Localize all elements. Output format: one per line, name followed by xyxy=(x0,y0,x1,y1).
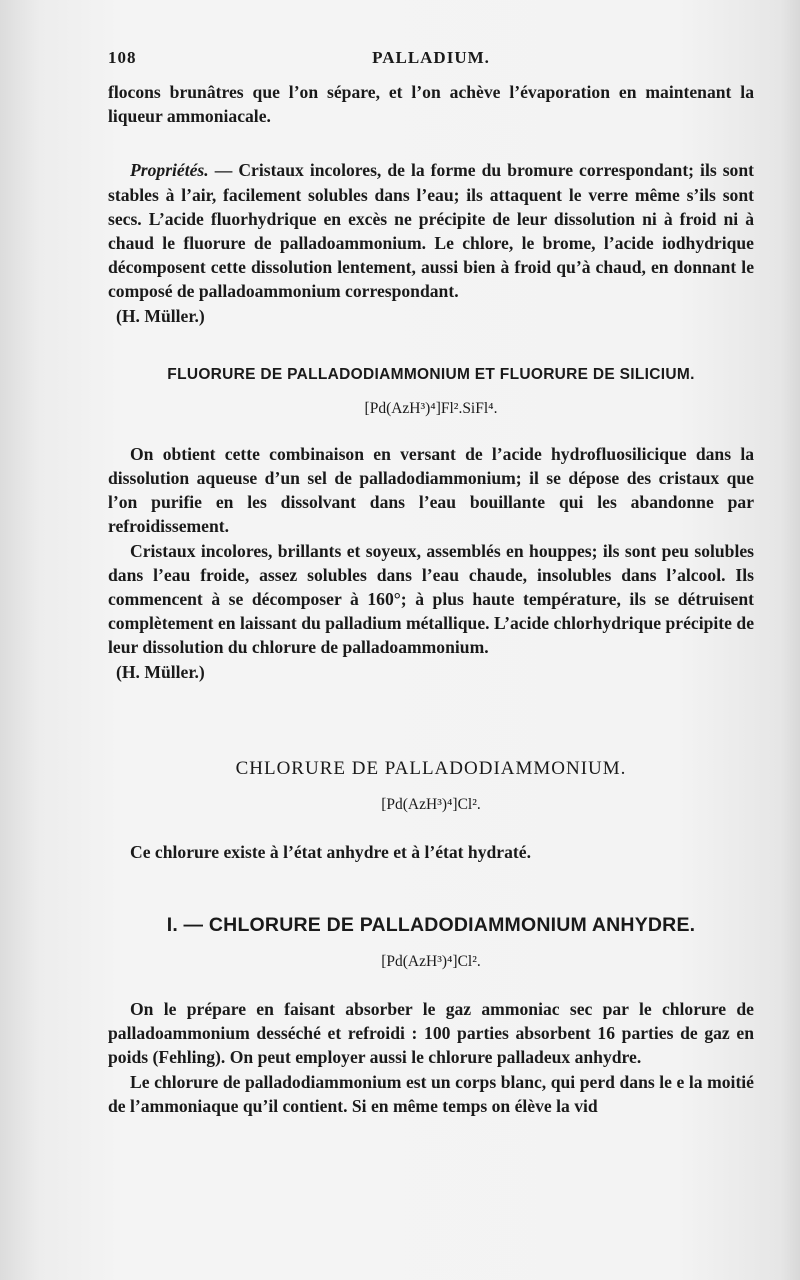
chlorure-paragraph: Ce chlorure existe à l’état anhydre et à l’état hydraté. xyxy=(130,841,531,862)
formula-anhydre: [Pd(AzH³)⁴]Cl². xyxy=(381,953,481,971)
page-number: 108 xyxy=(108,48,137,67)
formula-chlorure: [Pd(AzH³)⁴]Cl². xyxy=(381,795,481,813)
attribution-1: (H. Müller.) xyxy=(116,305,205,326)
page-content xyxy=(108,44,754,1118)
running-head xyxy=(108,44,754,72)
anhydre-paragraph-1: On le prépare en faisant absorber le gaz ammoniac sec par le chlorure de palladoammonium desséché et refroidi : 100 parties absorbent 16 parties de gaz en poids (Fehling). On peut employer aussi le chlorure palladeux anhydre. xyxy=(108,999,754,1068)
running-title: PALLADIUM. xyxy=(372,48,490,67)
properties-label: Propriétés. xyxy=(130,160,209,181)
section-heading-anhydre: I. — CHLORURE DE PALLADODIAMMONIUM ANHYDRE. xyxy=(166,914,696,937)
continued-paragraph: flocons brunâtres que l’on sépare, et l’on achève l’évaporation en maintenant la liqueur ammoniacale. xyxy=(108,82,754,127)
properties-text: — Cristaux incolores, de la forme du bromure correspondant; ils sont stables à l’air, facilement solubles dans l’eau; ils attaquent le verre même s’ils sont secs. L’acide fluorhydrique en excès ne précipite de leur dissolution ni à froid ni à chaud le fluorure de palladoammonium. Le chlore, le brome, l’acide iodhydrique décomposent cette dissolution lentement, aussi bien à froid qu’à chaud, en donnant le composé de palladoammonium correspondant. xyxy=(108,160,754,302)
formula-fluorure: [Pd(AzH³)⁴]Fl².SiFl⁴. xyxy=(364,399,498,417)
section-heading-fluorure: FLUORURE DE PALLADODIAMMONIUM ET FLUORURE DE SILICIUM. xyxy=(167,365,695,383)
fluorure-paragraph-2: Cristaux incolores, brillants et soyeux, assemblés en houppes; ils sont peu solubles dans l’eau froide, assez solubles dans l’eau chaude, insolubles dans l’alcool. Ils commencent à se décomposer à 160°; à plus haute température, ils se détruisent complètement en laissant du palladium métallique. L’acide chlorhydrique précipite de leur dissolution du chlorure de palladoammonium. xyxy=(108,540,754,658)
fluorure-paragraph-1: On obtient cette combinaison en versant de l’acide hydrofluosilicique dans la dissolution aqueuse d’un sel de palladodiammonium; il se dépose des cristaux que l’on purifie en les dissolvant dans l’eau bouillante qui les abandonne par refroidissement. xyxy=(108,443,754,537)
section-heading-chlorure: CHLORURE DE PALLADODIAMMONIUM. xyxy=(235,757,627,779)
anhydre-paragraph-2: Le chlorure de palladodiammonium est un corps blanc, qui perd dans le e la moitié de l’ammoniaque qu’il contient. Si en même temps on élève la vid xyxy=(108,1071,754,1116)
properties-paragraph xyxy=(108,158,754,303)
attribution-2: (H. Müller.) xyxy=(116,661,205,682)
